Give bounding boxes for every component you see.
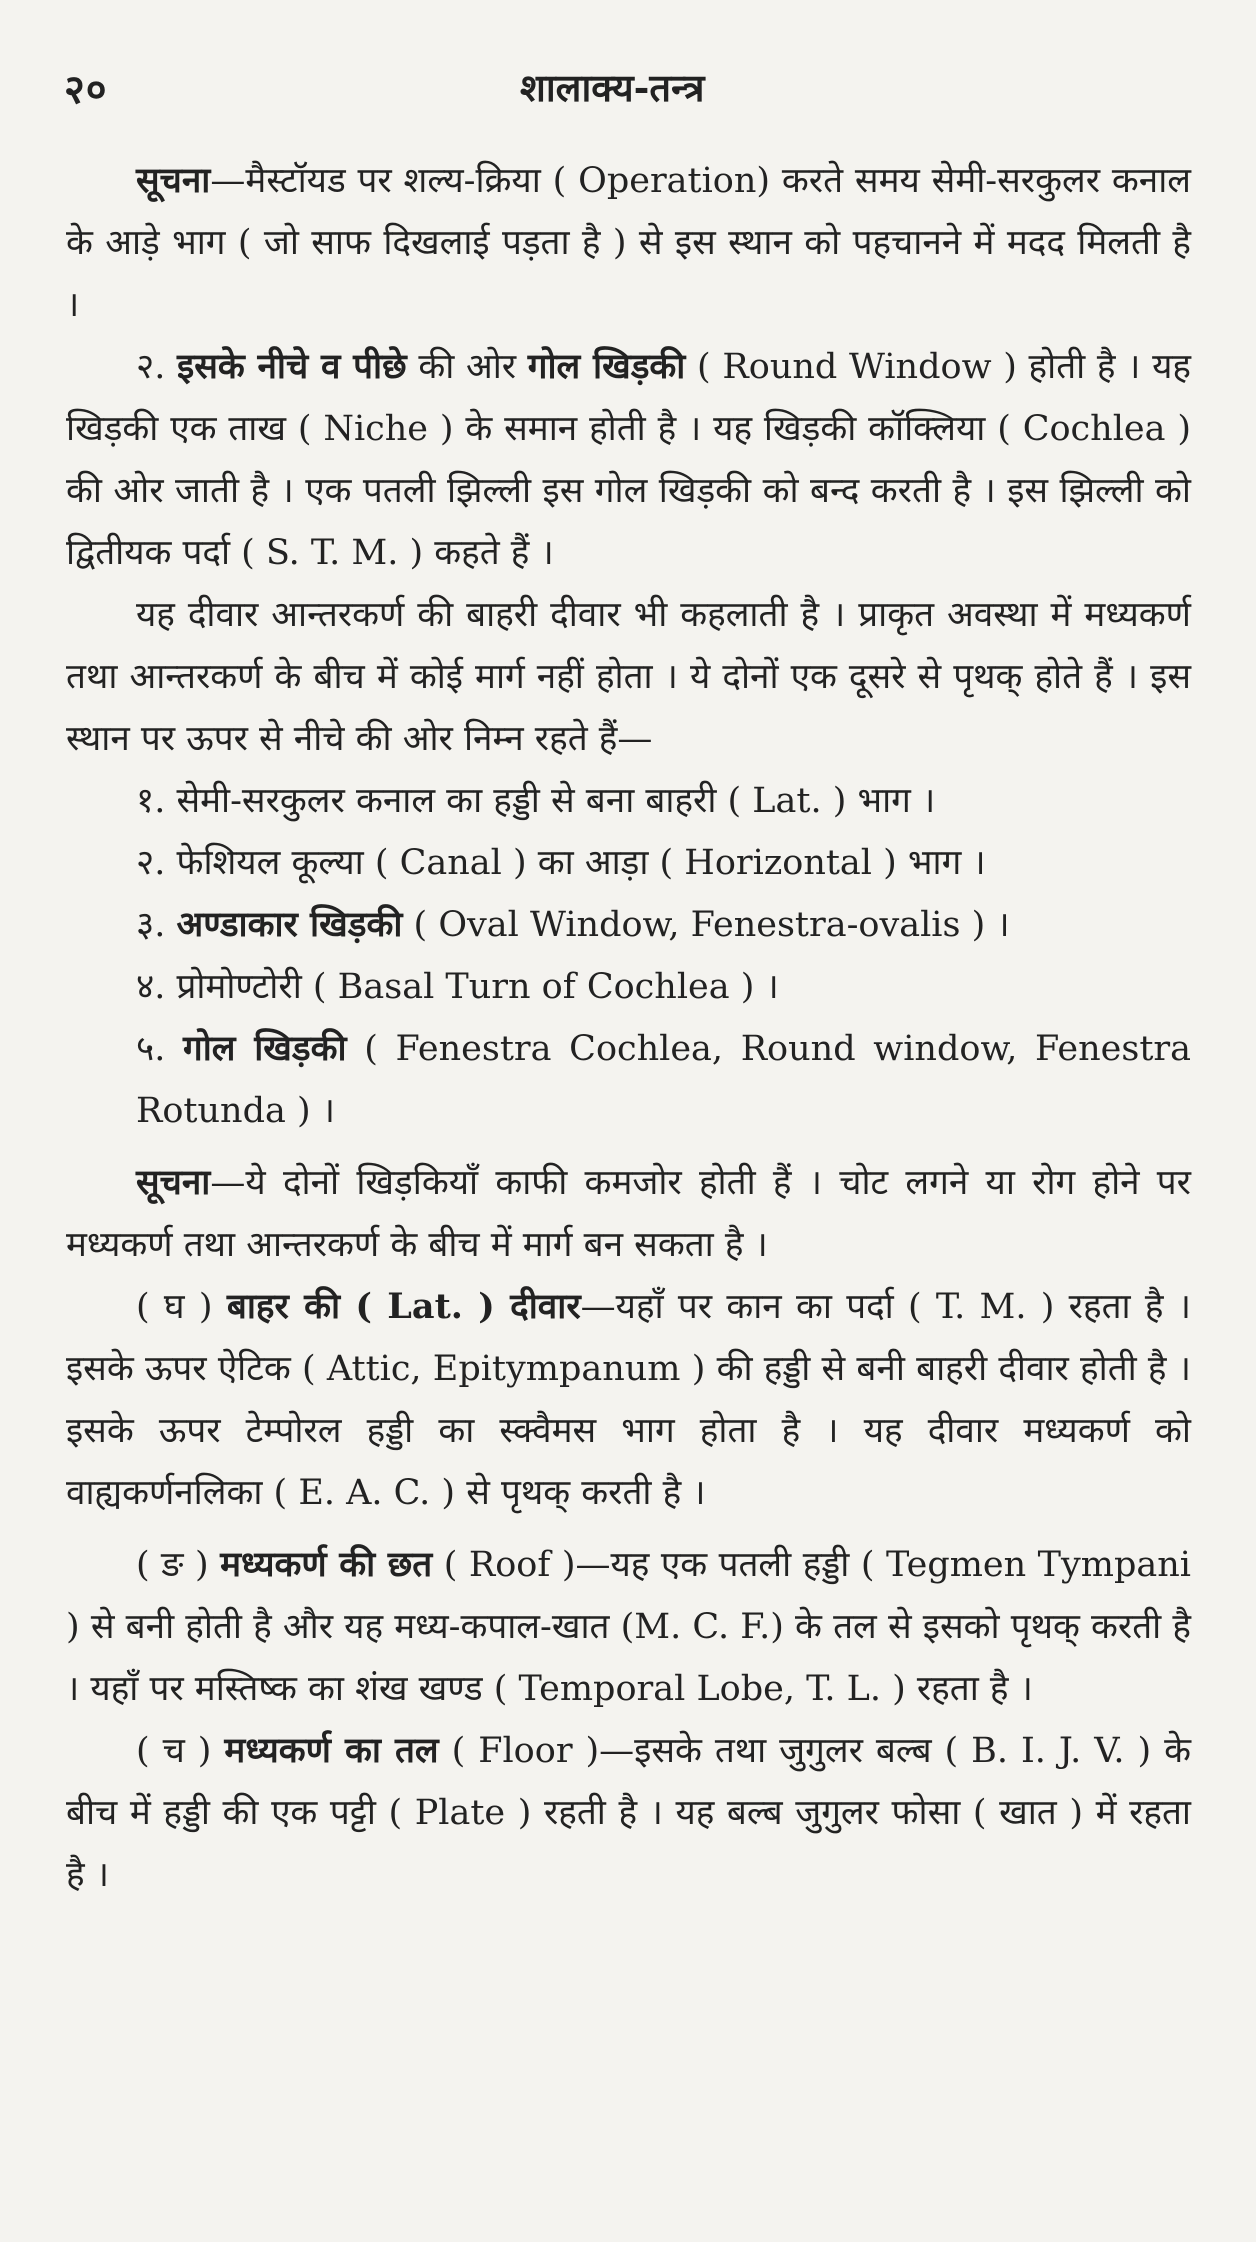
item-text: सेमी-सरकुलर कनाल का हड्डी से बना बाहरी ( Lat. ) भाग । bbox=[176, 781, 936, 821]
paragraph-inner-ear-wall bbox=[66, 584, 1191, 770]
paragraph-note-mastoid bbox=[66, 150, 1191, 336]
item-number: २. bbox=[136, 347, 178, 387]
list-item bbox=[66, 832, 1191, 894]
page-number: २० bbox=[64, 66, 108, 113]
bold-heading: मध्यकर्ण का तल bbox=[224, 1730, 439, 1771]
section-marker: ( ङ ) bbox=[136, 1545, 221, 1585]
bold-heading: अण्डाकार खिड़की bbox=[176, 904, 403, 945]
list-item bbox=[66, 770, 1191, 832]
paragraph-note-windows bbox=[66, 1152, 1191, 1276]
paragraph-text: —मैस्टॉयड पर शल्य-क्रिया ( Operation) करते समय सेमी-सरकुलर कनाल के आड़े भाग ( जो साफ दिखलाई पड़ता है ) से इस स्थान को पहचानने में मदद मिलती है । bbox=[66, 161, 1191, 325]
item-text: फेशियल कूल्या ( Canal ) का आड़ा ( Horizontal ) भाग । bbox=[176, 843, 986, 883]
bold-heading: गोल खिड़की bbox=[182, 1028, 347, 1069]
paragraph-text: ( Round Window ) होती है । यह खिड़की एक ताख ( Niche ) के समान होती है । यह खिड़की कॉक्लिया ( Cochlea ) की ओर जाती है । एक पतली झिल्ली इस गोल खिड़की को बन्द करती है । इस झिल्ली को द्वितीयक पर्दा ( S. T. M. ) कहते हैं । bbox=[66, 347, 1191, 573]
item-number: ३. bbox=[136, 905, 177, 945]
list-item bbox=[66, 956, 1191, 1018]
paragraph-roof bbox=[66, 1534, 1191, 1720]
bold-heading: इसके नीचे व पीछे bbox=[177, 346, 407, 387]
paragraph-text: ( Floor )—इसके तथा जुगुलर बल्ब ( B. I. J. V. ) के बीच में हड्डी की एक पट्टी ( Plate ) रहती है । यह बल्ब जुगुलर फोसा ( खात ) में रहता है । bbox=[66, 1731, 1191, 1895]
paragraph-text: की ओर bbox=[406, 347, 528, 387]
section-marker: ( घ ) bbox=[136, 1287, 227, 1327]
note-label: सूचना bbox=[136, 160, 211, 201]
bold-heading: गोल खिड़की bbox=[527, 346, 686, 387]
running-title: शालाक्य-तन्त्र bbox=[520, 65, 705, 110]
item-number: ५. bbox=[136, 1029, 183, 1069]
paragraph-text: —ये दोनों खिड़कियाँ काफी कमजोर होती हैं । चोट लगने या रोग होने पर मध्यकर्ण तथा आन्तरकर्ण के बीच में मार्ग बन सकता है । bbox=[66, 1163, 1191, 1265]
paragraph-text: —यहाँ पर कान का पर्दा ( T. M. ) रहता है । इसके ऊपर ऐटिक ( Attic, Epitympanum ) की हड्डी से बनी बाहरी दीवार होती है । इसके ऊपर टेम्पोरल हड्डी का स्क्वैमस भाग होता है । यह दीवार मध्यकर्ण को वाह्यकर्णनलिका ( E. A. C. ) से पृथक् करती है । bbox=[66, 1287, 1191, 1513]
bold-heading: मध्यकर्ण की छत bbox=[220, 1544, 433, 1585]
section-marker: ( च ) bbox=[136, 1731, 225, 1771]
list-item bbox=[66, 1018, 1191, 1142]
item-text: ( Fenestra Cochlea, Round window, Fenestra Rotunda ) । bbox=[136, 1029, 1191, 1131]
paragraph-round-window bbox=[66, 336, 1191, 584]
paragraph-text: ( Roof )—यह एक पतली हड्डी ( Tegmen Tympani ) से बनी होती है और यह मध्य-कपाल-खात (M. C. F.) के तल से इसको पृथक् करती है । यहाँ पर मस्तिष्क का शंख खण्ड ( Temporal Lobe, T. L. ) रहता है । bbox=[66, 1545, 1191, 1709]
note-label: सूचना bbox=[136, 1162, 211, 1203]
item-number: २. bbox=[136, 843, 177, 883]
item-text: ( Oval Window, Fenestra-ovalis ) । bbox=[402, 905, 1010, 945]
paragraph-lateral-wall bbox=[66, 1276, 1191, 1524]
item-text: प्रोमोण्टोरी ( Basal Turn of Cochlea ) । bbox=[176, 967, 779, 1007]
item-number: ४. bbox=[136, 967, 177, 1007]
list-item bbox=[66, 894, 1191, 956]
page-body bbox=[66, 150, 1191, 1906]
bold-heading: बाहर की ( Lat. ) दीवार bbox=[226, 1286, 581, 1327]
item-number: १. bbox=[136, 781, 177, 821]
paragraph-text: यह दीवार आन्तरकर्ण की बाहरी दीवार भी कहलाती है । प्राकृत अवस्था में मध्यकर्ण तथा आन्तरकर्ण के बीच में कोई मार्ग नहीं होता । ये दोनों एक दूसरे से पृथक् होते हैं । इस स्थान पर ऊपर से नीचे की ओर निम्न रहते हैं— bbox=[66, 595, 1191, 759]
paragraph-floor bbox=[66, 1720, 1191, 1906]
